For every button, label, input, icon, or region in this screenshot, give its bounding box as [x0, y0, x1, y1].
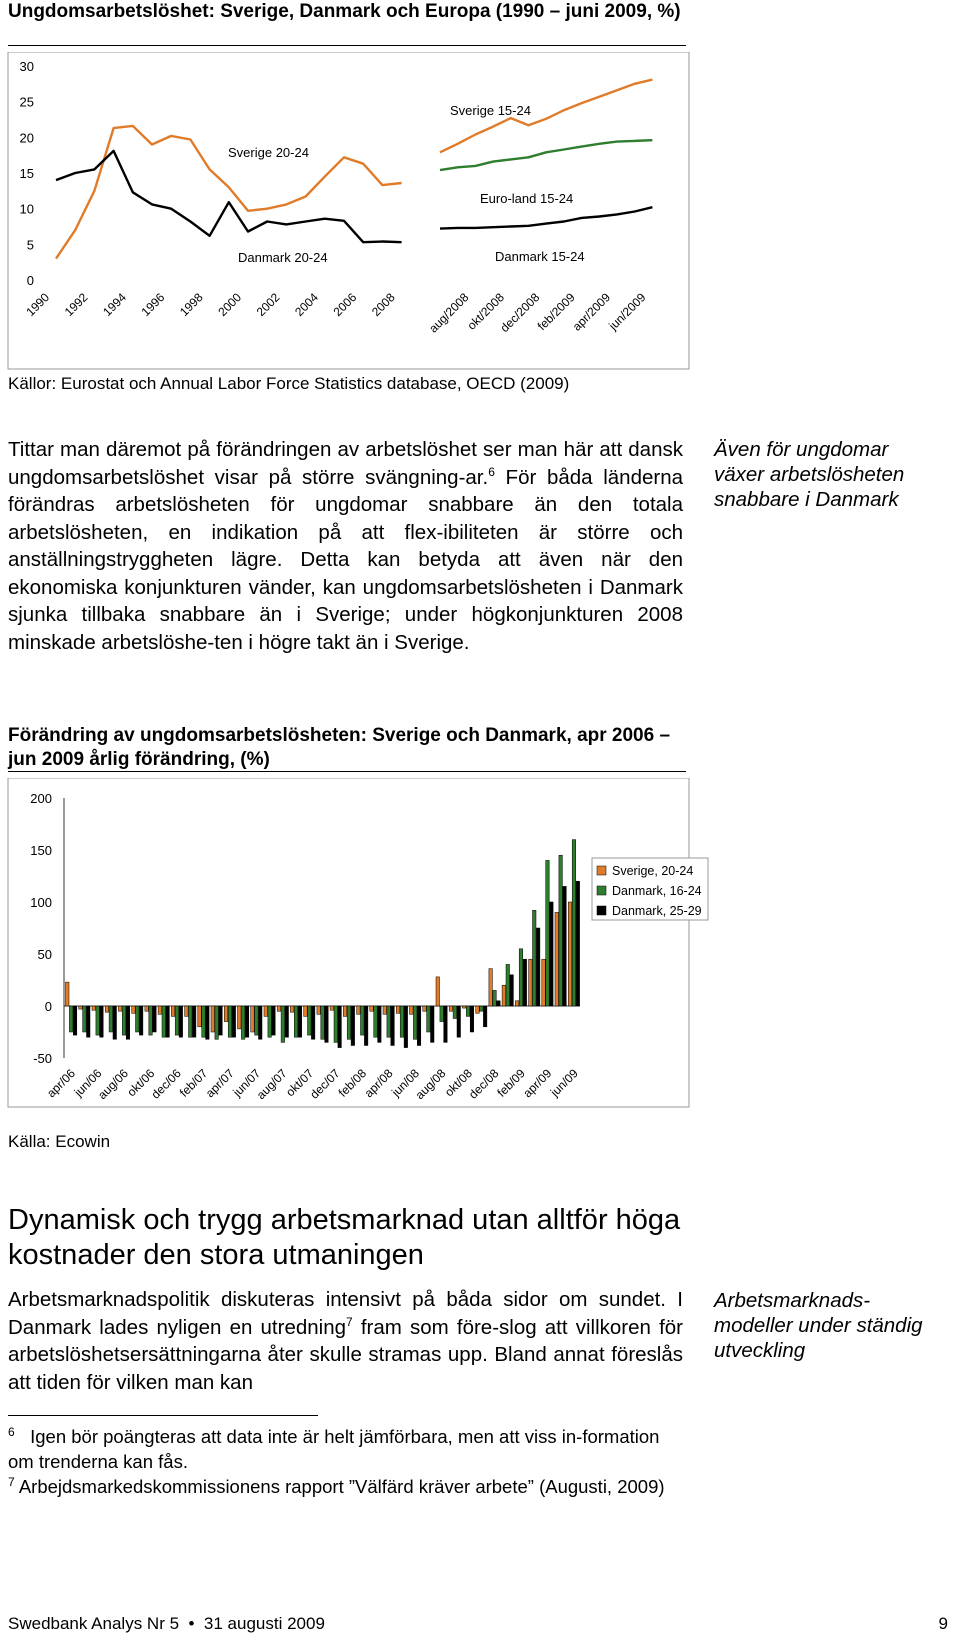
bar-danmark-25-29: [391, 1006, 395, 1046]
x-tick-label: apr/07: [202, 1066, 237, 1101]
y-tick-label: 100: [30, 895, 52, 910]
x-tick-label: apr/2009: [569, 290, 614, 334]
body-paragraph-1-text-b: För båda länderna förändras arbetslösheten för ungdomar snabbare än den totala arbetslösheten, en indikation på att flex-ibiliteten är större och anställningstryggheten lägre. Detta kan betyda att även när den ekonomiska konjunkturen vänder, kan ungdomsarbetslösheten i Danmark sjunka tillbaka snabbare än i Sverige; under högkonjunkturen 2008 minskade arbetslöshe-ten i högre takt än i Sverige.: [8, 465, 683, 654]
bar-danmark-25-29: [523, 959, 527, 1006]
legend-swatch: [597, 866, 606, 875]
bar-danmark-16-24: [202, 1006, 206, 1037]
chart1-title-rule: [8, 45, 686, 46]
y-tick-label: 25: [19, 94, 34, 110]
bar-sverige-20-24: [277, 1006, 281, 1011]
bar-danmark-25-29: [272, 1006, 276, 1035]
label-euroland-15-24: Euro-land 15-24: [480, 191, 574, 206]
x-tick-label: feb/08: [335, 1066, 370, 1100]
legend-swatch: [597, 906, 606, 915]
bar-sverige-20-24: [383, 1006, 387, 1014]
x-tick-label: feb/07: [176, 1066, 211, 1100]
bar-sverige-20-24: [79, 1006, 83, 1009]
chart2-title: Förändring av ungdomsarbetslösheten: Sverige och Danmark, apr 2006 – jun 2009 årlig förändring, (%): [8, 725, 671, 770]
y-tick-label: 200: [30, 791, 52, 806]
bar-danmark-16-24: [519, 949, 523, 1006]
bar-danmark-25-29: [563, 886, 567, 1006]
bar-sverige-20-24: [132, 1006, 136, 1013]
bar-sverige-20-24: [185, 1006, 189, 1016]
bar-sverige-20-24: [224, 1006, 228, 1022]
bar-sverige-20-24: [542, 959, 546, 1006]
bar-danmark-16-24: [533, 910, 537, 1006]
bar-danmark-25-29: [245, 1006, 249, 1037]
body-paragraph-2: [8, 1286, 683, 1396]
footnote-6-number: 6: [8, 1424, 15, 1439]
bar-danmark-25-29: [73, 1006, 77, 1035]
y-tick-label: 10: [19, 201, 34, 217]
bar-danmark-16-24: [387, 1006, 391, 1037]
x-tick-label: 2002: [253, 290, 283, 320]
bar-danmark-16-24: [413, 1006, 417, 1039]
page-number: 9: [938, 1614, 948, 1633]
bar-sverige-20-24: [357, 1006, 361, 1014]
bar-danmark-16-24: [83, 1006, 87, 1032]
bar-danmark-25-29: [444, 1006, 448, 1042]
bar-danmark-25-29: [179, 1006, 183, 1037]
label-danmark-20-24: Danmark 20-24: [238, 250, 328, 265]
bar-danmark-16-24: [215, 1006, 219, 1039]
x-tick-label: 2006: [330, 290, 360, 320]
x-tick-label: okt/2008: [464, 290, 507, 333]
bar-danmark-25-29: [470, 1006, 474, 1032]
label-danmark-15-24: Danmark 15-24: [495, 249, 585, 264]
bar-danmark-25-29: [259, 1006, 263, 1039]
y-tick-label: 20: [19, 130, 34, 146]
bar-danmark-16-24: [136, 1006, 140, 1032]
bar-sverige-20-24: [158, 1006, 162, 1014]
bar-sverige-20-24: [238, 1006, 242, 1029]
bar-sverige-20-24: [555, 912, 559, 1006]
bar-danmark-25-29: [166, 1006, 170, 1037]
footer-publication: Swedbank Analys Nr 5: [8, 1614, 180, 1633]
bar-danmark-25-29: [285, 1006, 289, 1037]
bar-danmark-25-29: [417, 1006, 421, 1046]
unemployment-line-chart: [0, 52, 690, 370]
legend-swatch: [597, 886, 606, 895]
bar-danmark-16-24: [189, 1006, 193, 1037]
y-tick-label: 50: [37, 947, 52, 962]
bar-sverige-20-24: [198, 1006, 202, 1027]
bar-sverige-20-24: [211, 1006, 215, 1032]
bar-sverige-20-24: [251, 1006, 255, 1032]
x-tick-label: jun/08: [389, 1066, 423, 1100]
bar-sverige-20-24: [105, 1006, 109, 1012]
bar-sverige-20-24: [476, 1006, 480, 1013]
x-tick-label: jun/09: [547, 1066, 581, 1100]
x-tick-label: dec/06: [148, 1066, 184, 1102]
y-tick-label: 0: [44, 999, 52, 1014]
bar-danmark-25-29: [483, 1006, 487, 1027]
bar-sverige-20-24: [92, 1006, 96, 1010]
bar-danmark-16-24: [149, 1006, 153, 1035]
bar-sverige-20-24: [515, 1001, 519, 1006]
body-paragraph-1-text-a: Tittar man däremot på förändringen av arbetslöshet ser man här att dansk ungdomsarbetslöshet visar på större svängning-ar.: [8, 438, 683, 489]
x-tick-label: 1998: [176, 290, 206, 320]
bar-sverige-20-24: [370, 1006, 374, 1011]
change-bar-chart: [0, 778, 720, 1108]
chart2-title-rule: [8, 771, 686, 772]
chart1-source: Källor: Eurostat och Annual Labor Force Statistics database, OECD (2009): [8, 374, 570, 393]
x-tick-label: dec/2008: [497, 290, 543, 336]
bar-danmark-25-29: [153, 1006, 157, 1032]
bar-danmark-25-29: [113, 1006, 117, 1039]
label-sverige-15-24: Sverige 15-24: [450, 103, 531, 118]
bar-danmark-16-24: [572, 840, 576, 1006]
bar-sverige-20-24: [66, 982, 70, 1006]
bar-danmark-16-24: [400, 1006, 404, 1037]
x-tick-label: jun/2009: [606, 290, 649, 333]
bar-danmark-16-24: [175, 1006, 179, 1035]
bar-danmark-25-29: [510, 975, 514, 1006]
x-tick-label: apr/06: [44, 1066, 79, 1101]
bar-danmark-16-24: [96, 1006, 100, 1035]
bar-danmark-25-29: [192, 1006, 196, 1037]
x-tick-label: feb/09: [494, 1066, 528, 1100]
chart2-frame: [8, 778, 689, 1107]
bar-danmark-25-29: [550, 902, 554, 1006]
footer-date: 31 augusti 2009: [203, 1614, 325, 1633]
bar-sverige-20-24: [449, 1006, 453, 1011]
bar-danmark-16-24: [374, 1006, 378, 1037]
bar-sverige-20-24: [304, 1006, 308, 1016]
x-tick-label: aug/2008: [426, 290, 472, 336]
x-tick-label: okt/08: [441, 1066, 475, 1100]
footnotes: [8, 1424, 678, 1499]
legend-label: Danmark, 16-24: [612, 884, 702, 898]
body-paragraph-1: [8, 436, 683, 656]
bar-danmark-16-24: [347, 1006, 351, 1039]
bar-danmark-25-29: [351, 1006, 355, 1046]
bar-danmark-25-29: [87, 1006, 91, 1037]
bar-danmark-16-24: [228, 1006, 232, 1037]
footnote-7-text: Arbejdsmarkedskommissionens rapport ”Välfärd kräver arbete” (Augusti, 2009): [18, 1476, 665, 1497]
bar-danmark-25-29: [325, 1006, 329, 1042]
bar-danmark-16-24: [427, 1006, 431, 1032]
bar-danmark-16-24: [334, 1006, 338, 1042]
y-tick-label: -50: [33, 1051, 52, 1066]
bar-sverige-20-24: [489, 969, 493, 1006]
bar-danmark-16-24: [281, 1006, 285, 1042]
sidenote-2: Arbetsmarknads-modeller under ständig utveckling: [714, 1289, 923, 1362]
bar-sverige-20-24: [529, 959, 533, 1006]
x-tick-label: okt/07: [283, 1066, 317, 1100]
bar-danmark-16-24: [493, 990, 497, 1006]
x-tick-label: jun/07: [230, 1066, 264, 1100]
bar-danmark-25-29: [126, 1006, 130, 1039]
bar-danmark-16-24: [308, 1006, 312, 1035]
sidenote-1: Även för ungdomar växer arbetslösheten snabbare i Danmark: [714, 438, 905, 511]
bar-sverige-20-24: [410, 1006, 414, 1014]
x-tick-label: okt/06: [124, 1066, 158, 1100]
bar-danmark-16-24: [255, 1006, 259, 1035]
bar-danmark-16-24: [268, 1006, 272, 1037]
y-tick-label: 15: [19, 166, 34, 181]
x-tick-label: aug/06: [95, 1066, 131, 1103]
y-tick-label: 30: [19, 59, 34, 74]
bar-danmark-25-29: [404, 1006, 408, 1048]
label-sverige-20-24: Sverige 20-24: [228, 145, 309, 160]
bar-danmark-25-29: [457, 1006, 461, 1037]
bar-danmark-25-29: [219, 1006, 223, 1035]
bar-danmark-25-29: [298, 1006, 302, 1037]
bar-sverige-20-24: [171, 1006, 175, 1016]
bar-danmark-16-24: [440, 1006, 444, 1022]
bar-danmark-16-24: [453, 1006, 457, 1019]
legend-label: Danmark, 25-29: [612, 904, 702, 918]
footnote-ref-7[interactable]: 7: [346, 1314, 353, 1329]
legend-label: Sverige, 20-24: [612, 864, 694, 878]
bar-danmark-25-29: [100, 1006, 104, 1037]
bar-sverige-20-24: [145, 1006, 149, 1011]
bar-danmark-25-29: [206, 1006, 210, 1039]
bar-sverige-20-24: [436, 977, 440, 1006]
footnote-ref-6[interactable]: 6: [488, 464, 495, 479]
bar-danmark-16-24: [69, 1006, 73, 1032]
x-tick-label: dec/07: [307, 1066, 343, 1102]
footnote-6-text: Igen bör poängteras att data inte är helt jämförbara, men att viss in-formation om trenderna kan fås.: [8, 1426, 660, 1472]
x-tick-label: 2004: [292, 290, 321, 320]
bar-danmark-16-24: [559, 855, 563, 1006]
section-heading: Dynamisk och trygg arbetsmarknad utan alltför höga kostnader den stora utmaningen: [8, 1204, 681, 1271]
x-tick-label: aug/08: [412, 1066, 449, 1103]
bar-danmark-16-24: [122, 1006, 126, 1035]
x-tick-label: 2008: [368, 290, 398, 320]
bar-danmark-25-29: [139, 1006, 143, 1035]
y-tick-label: 0: [26, 273, 34, 288]
bar-sverige-20-24: [502, 985, 506, 1006]
bar-danmark-25-29: [378, 1006, 382, 1042]
x-tick-label: 1996: [138, 290, 168, 320]
bar-danmark-16-24: [241, 1006, 245, 1039]
bar-sverige-20-24: [343, 1006, 347, 1016]
bar-danmark-16-24: [321, 1006, 325, 1039]
footer-bullet: •: [188, 1614, 195, 1633]
bar-danmark-16-24: [546, 860, 550, 1006]
bar-sverige-20-24: [290, 1006, 294, 1012]
bar-danmark-16-24: [466, 1006, 470, 1016]
bar-danmark-16-24: [480, 1006, 484, 1011]
bar-danmark-16-24: [294, 1006, 298, 1037]
footnote-rule: [8, 1415, 318, 1416]
bar-danmark-16-24: [361, 1006, 365, 1035]
body-paragraph-2-text-b: fram som före-slog att villkoren för arbetslöshetsersättningarna åter skulle stramas upp. Bland annat föreslås att tiden för vilken man kan: [8, 1315, 683, 1394]
chart2-source: Källa: Ecowin: [8, 1132, 111, 1151]
y-tick-label: 150: [30, 843, 52, 858]
bar-danmark-25-29: [576, 881, 580, 1006]
bar-danmark-25-29: [431, 1006, 435, 1042]
bar-sverige-20-24: [462, 1006, 466, 1008]
x-tick-label: apr/09: [520, 1066, 555, 1101]
bar-danmark-16-24: [109, 1006, 113, 1032]
bar-danmark-25-29: [232, 1006, 236, 1037]
page-footer: [8, 1614, 948, 1634]
bar-sverige-20-24: [568, 902, 572, 1006]
body-paragraph-2-text-a: Arbetsmarknadspolitik diskuteras intensivt på båda sidor om sundet. I Danmark lades nyligen en utredning: [8, 1288, 683, 1339]
footnote-7-number: 7: [8, 1474, 15, 1489]
bar-danmark-25-29: [338, 1006, 342, 1048]
chart1-title: Ungdomsarbetslöshet: Sverige, Danmark och Europa (1990 – juni 2009, %): [8, 1, 681, 22]
x-tick-label: 1990: [23, 290, 53, 320]
bar-sverige-20-24: [396, 1006, 400, 1013]
bar-sverige-20-24: [264, 1006, 268, 1016]
bar-sverige-20-24: [330, 1006, 334, 1010]
bar-sverige-20-24: [118, 1006, 122, 1011]
bar-danmark-25-29: [364, 1006, 368, 1046]
bar-sverige-20-24: [317, 1006, 321, 1014]
bar-danmark-25-29: [497, 1001, 501, 1006]
x-tick-label: 1994: [100, 290, 129, 320]
x-tick-label: aug/07: [253, 1066, 290, 1103]
x-tick-label: 2000: [215, 290, 245, 320]
x-tick-label: apr/08: [361, 1066, 396, 1101]
bar-danmark-25-29: [536, 928, 540, 1006]
x-tick-label: 1992: [61, 290, 91, 320]
bar-danmark-16-24: [162, 1006, 166, 1037]
bar-danmark-16-24: [506, 964, 510, 1006]
x-tick-label: jun/06: [71, 1066, 105, 1100]
y-tick-label: 5: [26, 237, 34, 253]
x-tick-label: feb/2009: [534, 290, 578, 334]
x-tick-label: dec/08: [466, 1066, 502, 1102]
bar-sverige-20-24: [423, 1006, 427, 1011]
bar-danmark-25-29: [311, 1006, 315, 1039]
